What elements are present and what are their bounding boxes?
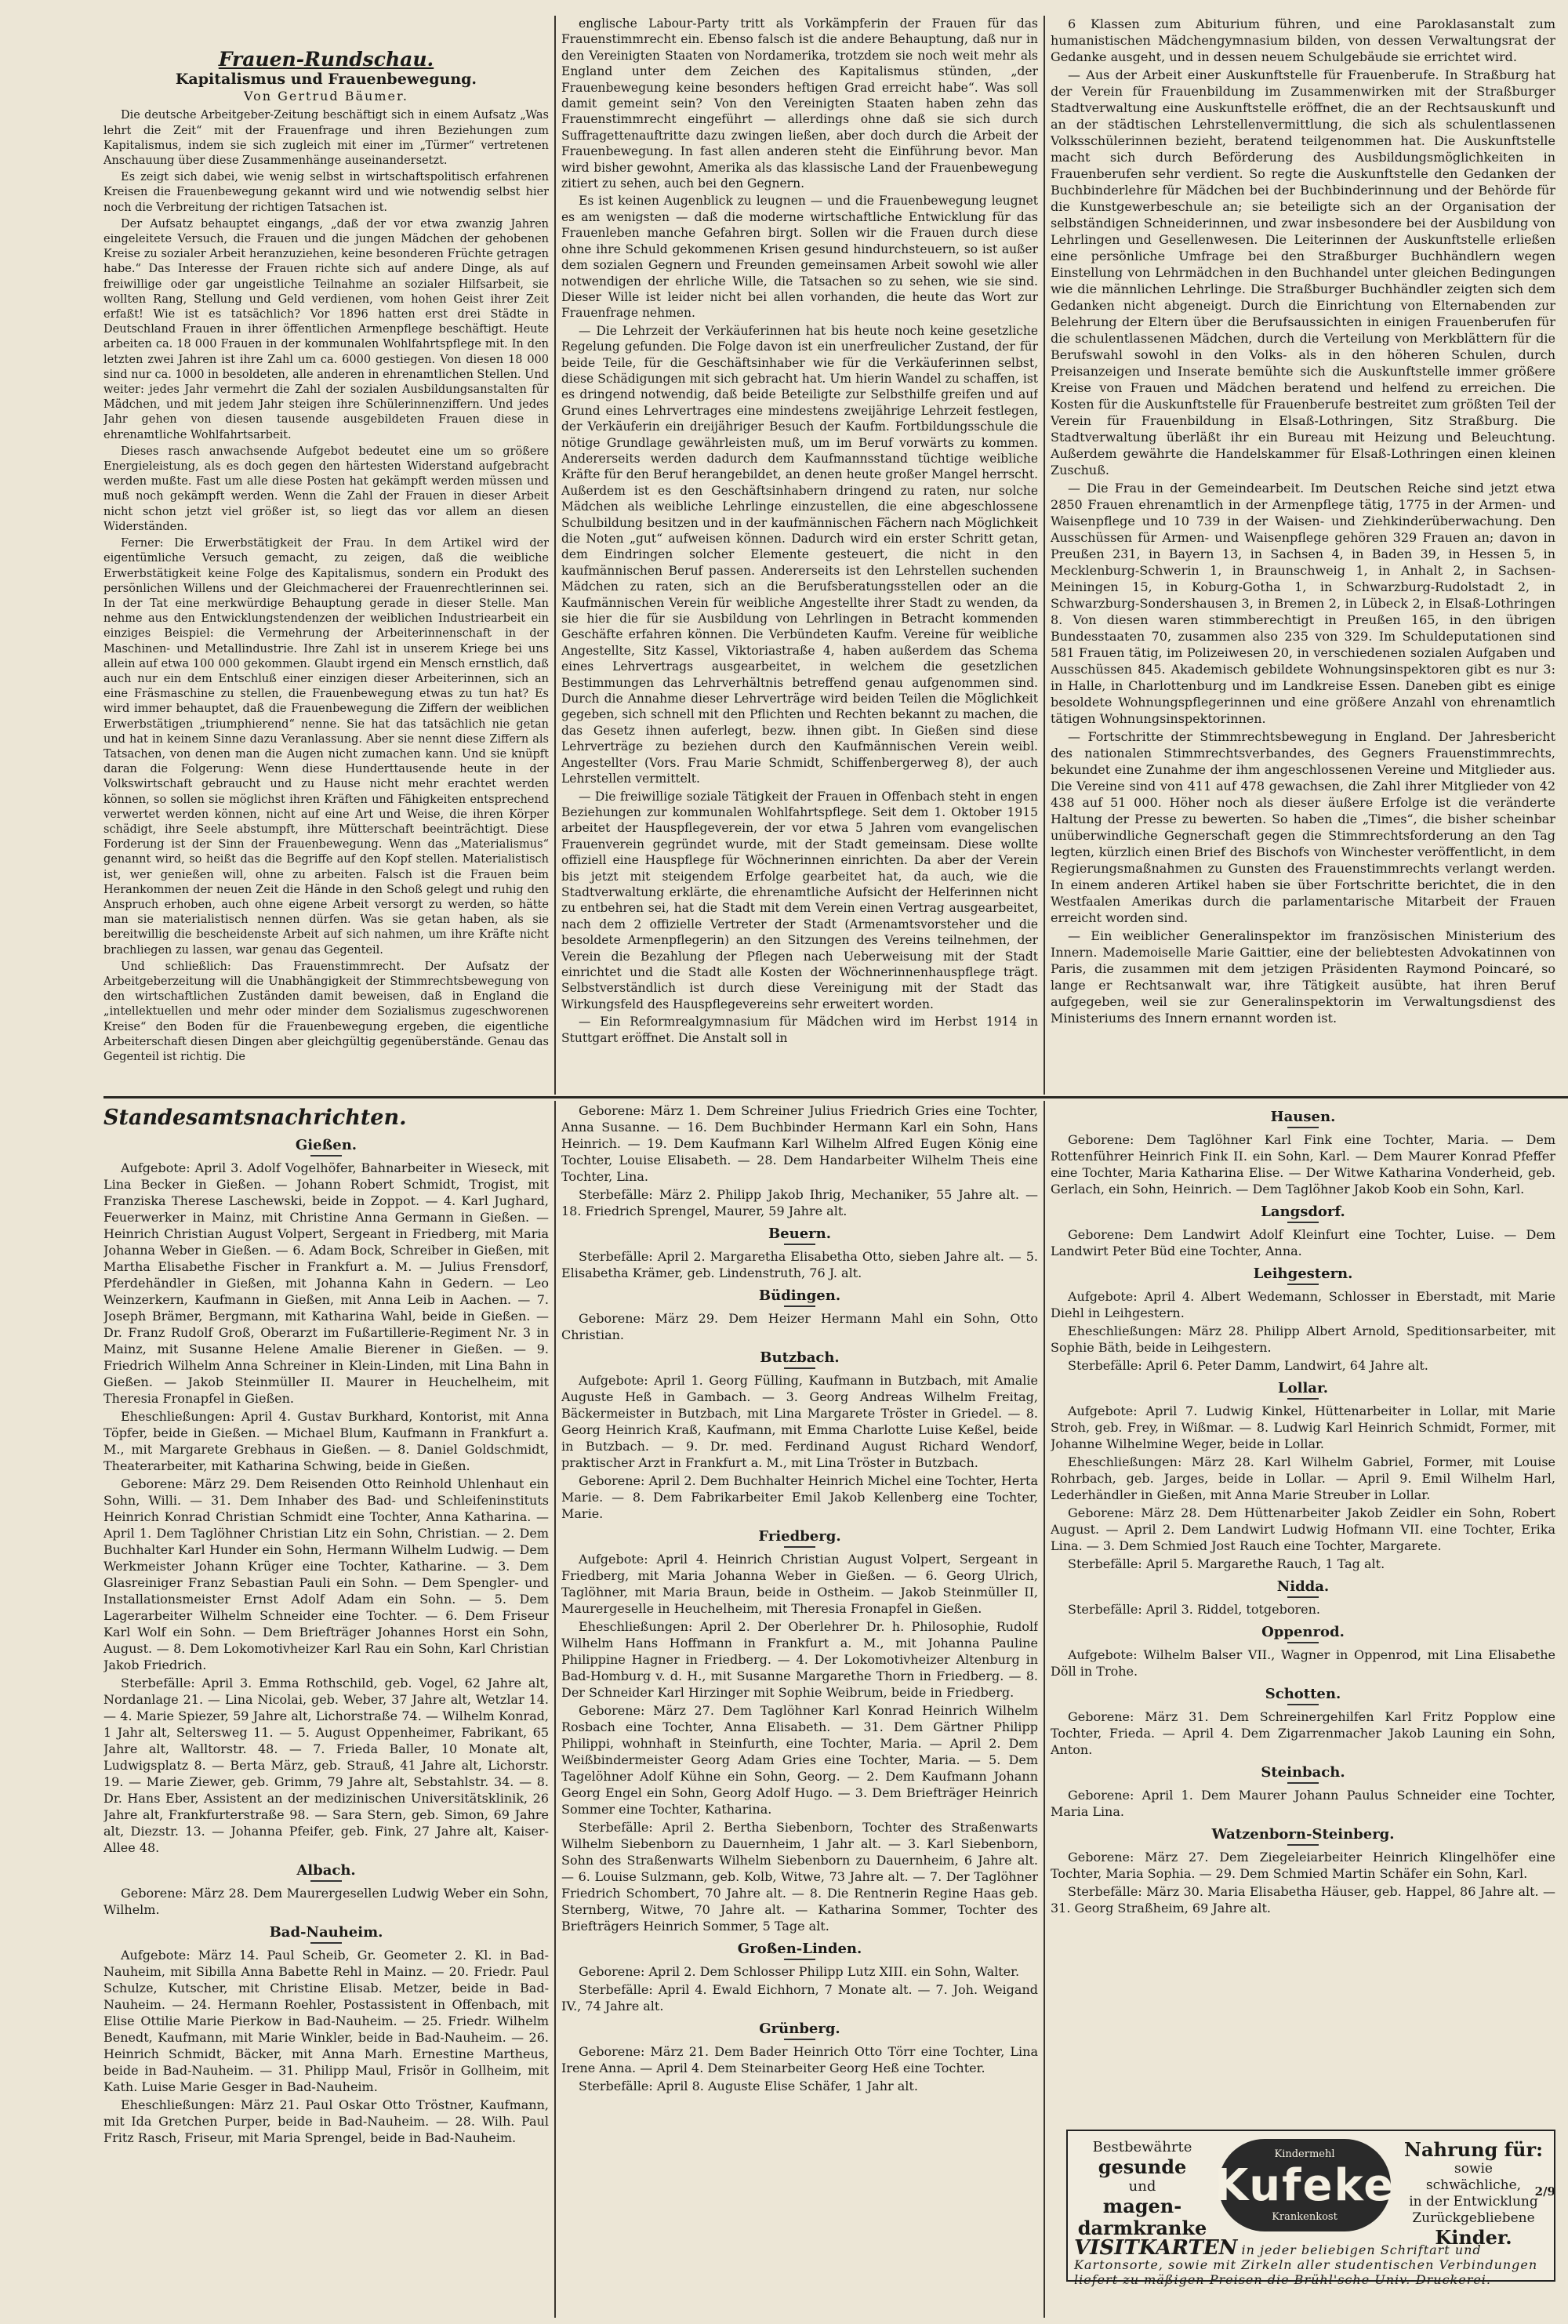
registry-entry: Geborene: April 2. Dem Buchhalter Heinrich Michel eine Tochter, Herta Marie. — 8. Dem Fabrikarbeiter Emil Jakob Kellenberg eine Tochter, Marie. — [561, 1473, 1038, 1521]
civil-registry-list — [1051, 1109, 1555, 1916]
registry-entry: Sterbefälle: April 2. Bertha Siebenborn, Tochter des Straßenwarts Wilhelm Siebenborn zu Dauernheim, 1 Jahr alt. — 3. Karl Siebenborn, Sohn des Straßenwarts Wilhelm Siebenborn zu Dauernheim, 6 Jahre alt. — 6. Louise Sulzmann, geb. Kolb, Witwe, 73 Jahre alt. — 7. Der Taglöhner Friedrich Schombert, 70 Jahre alt. — 8. Die Rentnerin Regine Haas geb. Sternberg, Witwe, 70 Jahre alt. — Katharina Sommer, Tochter des Briefträgers Heinrich Sommer, 5 Tage alt. — [561, 1820, 1038, 1934]
civil-registry-list — [103, 1137, 549, 2146]
registry-entry: Geborene: April 2. Dem Schlosser Philipp Lutz XIII. ein Sohn, Walter. — [579, 1964, 1020, 1979]
paragraph: — Fortschritte der Stimmrechtsbewegung in England. Der Jahresbericht des nationalen Stimmrechtsverbandes, des Gegners Frauenstimmrechts, bekundet eine Zunahme der ihm angeschlossenen Vereine und Mitglieder aus. Die Vereine sind von 411 auf 478 gewachsen, die Zahl ihrer Mitglieder von 42 438 auf 51 000. Höher noch als dieser äußere Erfolge ist die veränderte Haltung der Presse zu bewerten. So haben die „Times“, die bisher scheinbar unüberwindliche Gegnerschaft gegen die Stimmrechtsforderung an den Tag legten, kürzlich einen Brief des Bischofs von Winchester veröffentlicht, in dem Regierungsmaßnahmen zu Gunsten des Frauenstimmrechts verlangt werden. In einem anderen Artikel haben sie über Fortschritte berichtet, die in den Westfaalen Amerikas durch die parlamentarische Mitarbeit der Frauen erreicht worden sind. — [1051, 729, 1555, 925]
bottom-column-1 — [103, 1102, 549, 2318]
registry-entry: Sterbefälle: April 3. Riddel, totgeboren. — [1068, 1602, 1320, 1617]
town-heading: Friedberg. — [561, 1528, 1038, 1548]
ad-text: gesunde — [1098, 2155, 1187, 2178]
registry-entry: Geborene: März 28. Dem Maurergesellen Ludwig Weber ein Sohn, Wilhelm. — [103, 1886, 549, 1917]
registry-entry: Geborene: März 29. Dem Heizer Hermann Mahl ein Sohn, Otto Christian. — [561, 1311, 1038, 1342]
town-heading: Langsdorf. — [1051, 1204, 1555, 1223]
ad-text: Kinder. — [1435, 2226, 1512, 2249]
paragraph: — Ein weiblicher Generalinspektor im französischen Ministerium des Innern. Mademoiselle Marie Gaittier, eine der beliebtesten Advokatinnen von Paris, die zusammen mit dem jetzigen Präsidenten Raymond Poincaré, so lange er Rechtsanwalt war, ihre Tätigkeit ausübte, hat ihren Beruf aufgegeben, weil sie zur Generalinspektorin im Verwaltungsdienst des Ministeriums des Innern ernannt worden ist. — [1051, 928, 1555, 1026]
town-heading: Watzenborn-Steinberg. — [1051, 1826, 1555, 1846]
registry-entry: Eheschließungen: April 4. Gustav Burkhard, Kontorist, mit Anna Töpfer, beide in Gießen. — Michael Blum, Kaufmann in Frankfurt a. M., mit Margarete Grebhaus in Gießen. — 8. Daniel Goldschmidt, Theaterarbeiter, mit Katharina Schwing, beide in Gießen. — [103, 1409, 549, 1473]
registry-entry: Aufgebote: März 14. Paul Scheib, Gr. Geometer 2. Kl. in Bad-Nauheim, mit Sibilla Anna Babette Rehl in Mainz. — 20. Friedr. Paul Schulze, Kutscher, mit Christine Elisab. Metzer, beide in Bad-Nauheim. — 24. Hermann Roehler, Postassistent in Offenbach, mit Elise Ottilie Marie Pierkow in Bad-Nauheim. — 25. Friedr. Wilhelm Benedt, Kaufmann, mit Marie Winkler, beide in Bad-Nauheim. — 26. Heinrich Schmidt, Bäcker, mit Anna Marh. Ernestine Martheus, beide in Bad-Nauheim. — 31. Philipp Maul, Frisör in Gollheim, mit Kath. Luise Marie Gesger in Bad-Nauheim. — [103, 1948, 549, 2094]
registry-entry: Geborene: März 27. Dem Ziegeleiarbeiter Heinrich Klingelhöfer eine Tochter, Maria Sophia. — 29. Dem Schmied Martin Schäfer ein Sohn, Karl. — [1051, 1850, 1555, 1881]
paragraph: Die deutsche Arbeitgeber-Zeitung beschäftigt sich in einem Aufsatz „Was lehrt die Zeit“ mit der Frauenfrage und ihren Beziehungen zum Kapitalismus, indem sie sich zugleich mit einer im „Türmer“ vertretenen Anschauung über diese Zusammenhänge auseinandersetzt. — [103, 109, 549, 168]
ad-text: schwächliche, — [1425, 2177, 1522, 2193]
top-column-3 — [1051, 16, 1555, 1091]
registry-entry: Aufgebote: April 7. Ludwig Kinkel, Hüttenarbeiter in Lollar, mit Marie Stroh, geb. Frey, in Wißmar. — 8. Ludwig Karl Heinrich Schmidt, Former, mit Johanne Wilhelmine Weger, beide in Lollar. — [1051, 1403, 1555, 1451]
registry-entry: Geborene: März 21. Dem Bader Heinrich Otto Törr eine Tochter, Lina Irene Anna. — April 4. Dem Steinarbeiter Georg Heß eine Tochter. — [561, 2044, 1038, 2075]
registry-entry: Eheschließungen: März 21. Paul Oskar Otto Tröstner, Kaufmann, mit Ida Gretchen Purper, beide in Bad-Nauheim. — 28. Wilh. Paul Fritz Rasch, Friseur, mit Maria Sprengel, beide in Bad-Nauheim. — [103, 2097, 549, 2145]
town-heading: Oppenrod. — [1051, 1624, 1555, 1643]
civil-registry-list — [561, 1102, 1038, 2094]
paragraph: 6 Klassen zum Abiturium führen, und eine Paroklasanstalt zum humanistischen Mädchengymnasium bilden, von dessen Verwaltungsrat der Gedanke ausgeht, und in dessen neuem Schulgebäude sie errichtet wird. — [1051, 16, 1555, 64]
ad-text: in der Entwicklung — [1409, 2194, 1538, 2210]
paragraph: Dieses rasch anwachsende Aufgebot bedeutet eine um so größere Energieleistung, als es doch gegen den härtesten Widerstand aufgebracht werden mußte. Fast um alle diese Posten hat gekämpft werden müssen und muß noch gekämpft werden. Wenn die Zahl der Frauen in dieser Arbeit nicht schon jetzt viel größer ist, so liegt das vor allem an diesen Widerständen. — [103, 445, 549, 533]
registry-entry: Eheschließungen: März 28. Philipp Albert Arnold, Speditionsarbeiter, mit Sophie Bäth, beide in Leihgestern. — [1051, 1324, 1555, 1355]
visitkarten-title: VISITKARTEN — [1074, 2236, 1238, 2260]
registry-entry: Geborene: März 29. Dem Reisenden Otto Reinhold Uhlenhaut ein Sohn, Willi. — 31. Dem Inhaber des Bad- und Schleifeninstituts Heinrich Konrad Christian Schmidt eine Tochter, Anna Katharina. — April 1. Dem Taglöhner Christian Litz ein Sohn, Christian. — 2. Dem Buchhalter Karl Hunder ein Sohn, Hermann Wilhelm Ludwig. — Dem Werkmeister Johann Krüger eine Tochter, Katharine. — 3. Dem Glasreiniger Franz Sebastian Pauli ein Sohn. — Dem Spengler- und Installationsmeister Ernst Adolf Adam ein Sohn. — 5. Dem Lagerarbeiter Wilhelm Schneider eine Tochter. — 6. Dem Friseur Karl Wolf ein Sohn. — Dem Briefträger Johannes Horst ein Sohn, August. — 8. Dem Lokomotivheizer Karl Rau ein Sohn, Karl Christian Jakob Friedrich. — [103, 1476, 549, 1672]
paragraph: Es ist keinen Augenblick zu leugnen — und die Frauenbewegung leugnet es am wenigsten — daß die moderne wirtschaftliche Entwicklung für das Frauenleben manche Gefahren birgt. Sollen wir die Frauen durch diese ohne ihre Schuld gekommenen Krisen gesund hindurchsteuern, so ist außer dem sozialen Gegnern und Freunden gemeinsamen Arbeit sowohl wie aller notwendigen der ehrliche Wille, die Tatsachen so zu sehen, wie sie sind. Dieser Wille ist leider nicht bei allen vorhanden, die heute das Wort zur Frauenfrage nehmen. — [561, 194, 1038, 321]
registry-entry: Eheschließungen: April 2. Der Oberlehrer Dr. h. Philosophie, Rudolf Wilhelm Hans Hoffmann in Frankfurt a. M., mit Johanna Pauline Philippine Hagner in Friedberg. — 4. Der Lokomotivheizer Altenburg in Bad-Homburg v. d. H., mit Susanne Margarethe Thorn in Friedberg. — 8. Der Schneider Karl Hirzinger mit Sophie Weibrum, beide in Friedberg. — [561, 1619, 1038, 1700]
town-heading: Albach. — [103, 1862, 549, 1882]
ad-side-mark: 2/9 — [1534, 2184, 1555, 2199]
top-column-2 — [561, 16, 1038, 1091]
ad-text: magen- — [1102, 2195, 1182, 2217]
bottom-column-2 — [561, 1102, 1038, 2318]
registry-entry: Sterbefälle: März 2. Philipp Jakob Ihrig, Mechaniker, 55 Jahre alt. — 18. Friedrich Sprengel, Maurer, 59 Jahre alt. — [561, 1187, 1038, 1218]
registry-entry: Aufgebote: April 4. Albert Wedemann, Schlosser in Eberstadt, mit Marie Diehl in Leihgestern. — [1051, 1289, 1555, 1320]
column-divider — [1044, 16, 1045, 1095]
paragraph: — Ein Reformrealgymnasium für Mädchen wird im Herbst 1914 in Stuttgart eröffnet. Die Anstalt soll in — [561, 1015, 1038, 1045]
ad-text: Bestbewährte — [1092, 2139, 1192, 2155]
top-column-1 — [103, 44, 549, 1091]
registry-entry: Sterbefälle: April 4. Ewald Eichhorn, 7 Monate alt. — 7. Joh. Weigand IV., 74 Jahre alt. — [561, 1982, 1038, 2014]
town-heading: Büdingen. — [561, 1287, 1038, 1307]
ad-left-text — [1076, 2139, 1209, 2239]
registry-entry: Geborene: März 31. Dem Schreinergehilfen Karl Fritz Popplow eine Tochter, Frieda. — April 4. Dem Zigarrenmacher Jakob Launing ein Sohn, Anton. — [1051, 1709, 1555, 1757]
logo-bottom-text: Krankenkost — [1272, 2210, 1338, 2223]
paragraph: Und schließlich: Das Frauenstimmrecht. Der Aufsatz der Arbeitgeberzeitung will die Unabhängigkeit der Stimmrechtsbewegung von den wirtschaftlichen Zuständen damit beweisen, daß in England die „intellektuellen und mehr oder minder dem Sozialismus zugeschworenen Kreise“ den Boden für die Frauenbewegung ergeben, die eigentliche Arbeiterschaft diesen Dingen aber gleichgültig gegenüberstände. Genau das Gegenteil ist richtig. Die — [103, 960, 549, 1063]
ad-text: sowie — [1454, 2161, 1493, 2177]
registry-entry: Geborene: Dem Taglöhner Karl Fink eine Tochter, Maria. — Dem Rottenführer Heinrich Fink II. ein Sohn, Karl. — Dem Maurer Konrad Pfeffer eine Tochter, Maria Katharina Elise. — Der Witwe Katharina Vonderheid, geb. Gerlach, ein Sohn, Heinrich. — Dem Taglöhner Jakob Koob ein Sohn, Karl. — [1051, 1132, 1555, 1196]
article-body — [103, 108, 549, 1065]
town-heading: Hausen. — [1051, 1109, 1555, 1128]
registry-entry: Aufgebote: April 3. Adolf Vogelhöfer, Bahnarbeiter in Wieseck, mit Lina Becker in Gießen. — Johann Robert Schmidt, Trogist, mit Franziska Therese Laschewski, beide in Zoppot. — 4. Karl Jughard, Feuerwerker in Mainz, mit Christine Anna Germann in Gießen. — Heinrich Christian August Volpert, Sergeant in Friedberg, mit Maria Johanna Weber in Gießen. — 6. Adam Bock, Schreiber in Gießen, mit Martha Elisabethe Fischer in Frankfurt a. M. — Julius Frensdorf, Pferdehändler in Gießen, mit Johanna Kahn in Gedern. — Leo Weinzerkern, Kaufmann in Gießen, mit Anna Leib in Aachen. — 7. Joseph Brämer, Bergmann, mit Katharina Wahl, beide in Gießen. — Dr. Franz Rudolf Groß, Oberarzt im Fußartillerie-Regiment Nr. 3 in Mainz, mit Susanne Helene Amalie Bierener in Gießen. — 9. Friedrich Wilhelm Anna Schreiner in Klein-Linden, mit Lina Bahn in Gießen. — Jakob Steinmüller II. Maurer in Heuchelheim, mit Theresia Fronapfel in Gießen. — [103, 1160, 549, 1406]
visitkarten-text: in jeder beliebigen Schriftart und Kartonsorte, sowie mit Zirkeln aller studentischen Verbindungen liefert zu mäßigen Preisen die Brühl'sche Univ.-Druckerei. — [1074, 2242, 1538, 2287]
town-heading: Leihgestern. — [1051, 1265, 1555, 1285]
paragraph: — Die freiwillige soziale Tätigkeit der Frauen in Offenbach steht in engen Beziehungen zur kommunalen Wohlfahrtspflege. Seit dem 1. Oktober 1915 arbeitet der Hauspflegeverein, der vor etwa 5 Jahren vom evangelischen Frauenverein gegründet wurde, mit der Stadt gemeinsam. Diese wollte offiziell eine Hauspflege für Wöchnerinnen einrichten. Da aber der Verein bis jetzt mit steigendem Erfolge gearbeitet hat, da auch, wie die Stadtverwaltung erklärte, die ehrenamtliche Aufsicht der Helferinnen nicht zu entbehren sei, hat die Stadt mit dem Verein einen Vertrag ausgearbeitet, nach dem 2 offizielle Vertreter der Stadt (Armenamtsvorsteher und die besoldete Armenpflegerin) an den Sitzungen des Vereins teilnehmen, der Verein die Bezahlung der Pflegen nach Ueberweisung mit der Stadt einrichtet und die Stadt alle Kosten der Wöchnerinnenhauspflege trägt. Selbstverständlich ist durch diese Vereinigung mit der Stadt das Wirkungsfeld des Hauspflegevereins sehr erweitert worden. — [561, 789, 1038, 1011]
registry-entry: Geborene: April 1. Dem Maurer Johann Paulus Schneider eine Tochter, Maria Lina. — [1051, 1788, 1555, 1819]
column-divider — [554, 1101, 556, 2318]
registry-entry: Aufgebote: April 1. Georg Fülling, Kaufmann in Butzbach, mit Amalie Auguste Heß in Gambach. — 3. Georg Andreas Wilhelm Freitag, Bäckermeister in Butzbach, mit Lina Margarete Tröster in Griedel. — 8. Georg Heinrich Kraß, Kaufmann, mit Emma Charlotte Luise Keßel, beide in Butzbach. — 9. Dr. med. Ferdinand August Richard Wendorf, praktischer Arzt in Frankfurt a. M., mit Lina Tröster in Butzbach. — [561, 1373, 1038, 1470]
town-heading: Großen-Linden. — [561, 1941, 1038, 1960]
paragraph: — Die Frau in der Gemeindearbeit. Im Deutschen Reiche sind jetzt etwa 2850 Frauen ehrenamtlich in der Armenpflege tätig, 1775 in der Armen- und Waisenpflege und 10 739 in der Waisen- und Ziehkinderüberwachung. Den Ausschüssen für Armen- und Waisenpflege gehören 329 Frauen an; davon in Preußen 231, in Bayern 13, in Sachsen 4, in Baden 39, in Hessen 5, in Mecklenburg-Schwerin 1, in Braunschweig 1, in Anhalt 2, in Sachsen-Meiningen 15, in Koburg-Gotha 1, in Schwarzburg-Rudolstadt 2, in Schwarzburg-Sondershausen 3, in Bremen 2, in Lübeck 2, in Elsaß-Lothringen 8. Von diesen waren stimmberechtigt in Preußen 165, in den übrigen Bundesstaaten 70, zusammen also 235 von 329. Im Schuldeputationen sind 581 Frauen tätig, im Polizeiwesen 20, in verschiedenen sozialen Aufgaben und Ausschüssen 845. Akademisch gebildete Wohnungsinspektoren gibt es nur 3: in Halle, in Charlottenburg und im Landkreise Essen. Daneben gibt es einige besoldete Wohnungspflegerinnen und eine größere Anzahl von ehrenamtlich tätigen Wohnungsinspektorinnen. — [1051, 481, 1555, 726]
bottom-column-3 — [1051, 1102, 1555, 2122]
paragraph: englische Labour-Party tritt als Vorkämpferin der Frauen für das Frauenstimmrecht ein. Ebenso falsch ist die andere Behauptung, daß nur in den Vereinigten Staaten von Nordamerika, trotzdem sie noch weit mehr als England unter dem Zeichen des Kapitalismus stünden, „der Frauenbewegung keine besonders heftigen Grad erreicht habe“. Was soll damit gemeint sein? Von den Vereinigten Staaten haben zehn das Frauenstimmrecht eingeführt — allerdings ohne daß sie sich durch Suffragettenauftritte dazu zwingen ließen, aber doch durch die Arbeit der Frauenbewegung. In fast allen anderen steht die Einführung bevor. Man wird bisher gewohnt, Amerika als das klassische Land der Frauenbewegung zitiert zu sehen, auch bei den Gegnern. — [561, 16, 1038, 191]
paragraph: — Die Lehrzeit der Verkäuferinnen hat bis heute noch keine gesetzliche Regelung gefunden. Die Folge davon ist ein unerfreulicher Zustand, der für beide Teile, für die Geschäftsinhaber wie für die Verkäuferinnen selbst, diese Schädigungen mit sich gebracht hat. Um hierin Wandel zu schaffen, ist es dringend notwendig, daß beide Beteiligte zur Selbsthilfe greifen und auf Grund eines Lehrvertrages eine mindestens zweijährige Lehrzeit festlegen, der Verkäuferin ein dreijähriger Besuch der Kaufm. Fortbildungsschule die nötige Grundlage gewährleisten muß, um im Beruf vorwärts zu kommen. Andererseits werden dadurch dem Kaufmannsstand tüchtige weibliche Kräfte für den Beruf herangebildet, an denen heute großer Mangel herrscht. Außerdem ist es den Geschäftsinhabern dringend zu raten, nur solche Mädchen als weibliche Lehrlinge einzustellen, die eine abgeschlossene Schulbildung besitzen und in der kaufmännischen Fächern nach Möglichkeit die Noten „gut“ aufweisen können. Dadurch wird ein erster Schritt getan, dem Eindringen solcher Elemente gesteuert, die nicht in den kaufmännischen Beruf passen. Andererseits ist den Lehrstellen suchenden Mädchen zu raten, sich an die Berufsberatungsstellen oder an die Kaufmännischen Verein für weibliche Angestellte ihrer Stadt zu wenden, da sie hier die für sie Ausbildung von Lehrlingen in Betracht kommenden Geschäfte erfahren können. Die Verbündeten Kaufm. Vereine für weibliche Angestellte, Sitz Kassel, Viktoriastraße 4, haben außerdem das Schema eines Lehrvertrags ausgearbeitet, in welchem die gesetzlichen Bestimmungen das Lehrverhältnis betreffend genau aufgenommen sind. Durch die Annahme dieser Lehrverträge wird beiden Teilen die Möglichkeit gegeben, sich schnell mit den Pflichten und Rechten bekannt zu machen, die das Gesetz ihnen auferlegt, bezw. ihnen gibt. In Gießen sind diese Lehrverträge zu beziehen durch den Kaufmännischen Verein weibl. Angestellter (Vors. Frau Marie Schmidt, Schiffenbergerweg 8), der auch Lehrstellen vermittelt. — [561, 323, 1038, 786]
logo-top-text: Kindermehl — [1274, 2148, 1335, 2160]
registry-entry: Geborene: März 27. Dem Taglöhner Karl Konrad Heinrich Wilhelm Rosbach eine Tochter, Anna Elisabeth. — 31. Dem Gärtner Philipp Philippi, wohnhaft in Steinfurth, eine Tochter, Maria. — April 2. Dem Weißbindermeister Georg Adam Gries eine Tochter, Maria. — 5. Dem Tagelöhner Adolf Kühne ein Sohn, Georg. — 2. Dem Kaufmann Johann Georg Engel ein Sohn, Georg Adolf Hugo. — 3. Dem Briefträger Heinrich Sommer eine Tochter, Katharina. — [561, 1703, 1038, 1817]
town-heading: Gießen. — [103, 1137, 549, 1157]
registry-entry: Eheschließungen: März 28. Karl Wilhelm Gabriel, Former, mit Louise Rohrbach, geb. Jarges, beide in Lollar. — April 9. Emil Wilhelm Harl, Lederhändler in Gießen, mit Anna Marie Streuber in Lollar. — [1051, 1454, 1555, 1502]
column-divider — [554, 16, 556, 1095]
registry-entry: Geborene: März 28. Dem Hüttenarbeiter Jakob Zeidler ein Sohn, Robert August. — April 2. Dem Landwirt Ludwig Hofmann VII. eine Tochter, Erika Lina. — 3. Dem Schmied Jost Rauch eine Tochter, Margarete. — [1051, 1505, 1555, 1553]
town-heading: Nidda. — [1051, 1578, 1555, 1598]
registry-entry: Sterbefälle: April 6. Peter Damm, Landwirt, 64 Jahre alt. — [1068, 1358, 1428, 1373]
registry-entry: Sterbefälle: März 30. Maria Elisabetha Häuser, geb. Happel, 86 Jahre alt. — 31. Georg Straßheim, 69 Jahre alt. — [1051, 1884, 1555, 1915]
registry-entry: Geborene: Dem Landwirt Adolf Kleinfurt eine Tochter, Luise. — Dem Landwirt Peter Büd eine Tochter, Anna. — [1051, 1227, 1555, 1258]
paragraph: Es zeigt sich dabei, wie wenig selbst in wirtschaftspolitisch erfahrenen Kreisen die Frauenbewegung gekannt wird und wie notwendig selbst hier noch die Verbreitung der richtigen Tatsachen ist. — [103, 171, 549, 214]
registry-entry: Aufgebote: Wilhelm Balser VII., Wagner in Oppenrod, mit Lina Elisabethe Döll in Trohe. — [1051, 1647, 1555, 1679]
registry-entry: Geborene: März 1. Dem Schreiner Julius Friedrich Gries eine Tochter, Anna Susanne. — 16. Dem Buchbinder Hermann Karl ein Sohn, Hans Heinrich. — 19. Dem Kaufmann Karl Wilhelm Alfred Eugen König eine Tochter, Louise Elisabeth. — 28. Dem Handarbeiter Wilhelm Theis eine Tochter, Lina. — [561, 1103, 1038, 1184]
frauen-rundschau-title: Frauen-Rundschau. — [218, 48, 434, 71]
paragraph: — Aus der Arbeit einer Auskunftstelle für Frauenberufe. In Straßburg hat der Verein für Frauenbildung im Zusammenwirken mit der Straßburger Stadtverwaltung eine Auskunftstelle eröffnet, die an der Rechtsauskunft und an der städtischen Lehrstellenvermittlung, die sich als schulentlassenen Volksschülerinnen bezieht, beratend teilgenommen hat. Die Auskunftstelle macht sich durch Beförderung des Ausbildungsmöglichkeiten in Frauenberufen sehr verdient. So regte die Auskunftstelle den Gedanken der Buchbinderlehre für Mädchen bei der Buchbinderinnung und der Behörde für die Kunstgewerbeschule an; sie beteiligte sich an der Organisation der selbständigen Schneiderinnen, und zwar insbesondere bei der Ausbildung von Lehrlingen und Gesellenwesen. Die Leiterinnen der Auskunftstelle erließen eine persönliche Umfrage bei den Straßburger Buchhändlern wegen Einstellung von Lehrmädchen in den Buchhandel unter gleichen Bedingungen wie die männlichen Lehrlinge. Die Straßburger Buchhändler zeigten sich dem Gedanken nicht abgeneigt. Durch die Einrichtung von Elternabenden zur Belehrung der Eltern über die Berufsaussichten in einigen Frauenberufen für die schulentlassenen Mädchen, durch die Verteilung von Merkblättern für die Berufswahl sowohl in den Volks- als in den höheren Schulen, durch Preisanzeigen und Inserate bemühte sich die Auskunftstelle immer größere Kreise von Frauen und Mädchen beratend und helfend zu erreichen. Die Kosten für die Auskunftstelle für Frauenberufe bestreitet zum größten Teil der Verein für Frauenbildung in Elsaß-Lothringen, Sitz Straßburg. Die Stadtverwaltung überläßt ihr ein Bureau mit Heizung und Beleuchtung. Außerdem gewährte die Handelskammer für Elsaß-Lothringen einen kleinen Zuschuß. — [1051, 67, 1555, 478]
section-divider — [103, 1096, 1568, 1098]
town-heading: Bad-Nauheim. — [103, 1924, 549, 1944]
standesamt-title: Standesamtsnachrichten. — [103, 1106, 407, 1130]
article-author: Von Gertrud Bäumer. — [244, 89, 408, 104]
ad-text: darmkranke — [1077, 2217, 1207, 2239]
kufeke-logo — [1214, 2139, 1396, 2231]
ad-text: Nahrung für: — [1404, 2138, 1543, 2161]
ad-text: Zurückgebliebene — [1412, 2210, 1535, 2226]
kufeke-advertisement — [1066, 2130, 1555, 2287]
logo-brand: Kufeke — [1214, 2159, 1396, 2211]
paragraph: Der Aufsatz behauptet eingangs, „daß der vor etwa zwanzig Jahren eingeleitete Versuch, die Frauen und die jungen Mädchen der gehobenen Kreise zu sozialer Arbeit heranzuziehen, keine besonderen Früchte getragen habe.“ Das Interesse der Frauen richte sich auf andere Dinge, als auf freiwillige oder gar ungeistliche Teilnahme an sozialer Hilfsarbeit, sie wollten Rang, Stellung und Geld verdienen, vom hohen Geist ihrer Zeit erfaßt! Wie ist es tatsächlich? Vor 1896 hatten erst drei Städte in Deutschland Frauen in ihrer öffentlichen Armenpflege beschäftigt. Heute arbeiten ca. 18 000 Frauen in der kommunalen Wohlfahrtspflege mit. In den letzten zwei Jahren ist ihre Zahl um ca. 6000 gestiegen. Von diesen 18 000 sind nur ca. 1000 in besoldeten, alle anderen in ehrenamtlichen Stellen. Und weiter: jedes Jahr vermehrt die Zahl der sozialen Ausbildungsanstalten für Mädchen, und mit jedem Jahr steigen ihre Schülerinnenziffern. Und jedes Jahr gehen von diesen tausende ausgebildeten Frauen diese in ehrenamtliche Wohlfahrtsarbeit. — [103, 217, 549, 441]
ad-text: und — [1128, 2178, 1156, 2195]
town-heading: Schotten. — [1051, 1686, 1555, 1705]
registry-entry: Sterbefälle: April 5. Margarethe Rauch, 1 Tag alt. — [1068, 1556, 1385, 1571]
article-headline: Kapitalismus und Frauenbewegung. — [175, 71, 477, 88]
registry-entry: Sterbefälle: April 3. Emma Rothschild, geb. Vogel, 62 Jahre alt, Nordanlage 21. — Lina Nicolai, geb. Weber, 37 Jahre alt, Wetzlar 14. — 4. Marie Spiezer, 59 Jahre alt, Lichorstraße 74. — Wilhelm Konrad, 1 Jahr alt, Seltersweg 11. — 5. August Oppenheimer, Fabrikant, 65 Jahre alt, Walltorstr. 48. — 7. Frieda Baller, 10 Monate alt, Ludwigsplatz 8. — Berta März, geb. Strauß, 41 Jahre alt, Lichorstr. 19. — Marie Ziewer, geb. Grimm, 79 Jahre alt, Sebstahlstr. 34. — 8. Dr. Hans Eber, Assistent an der medizinischen Universitätsklinik, 26 Jahre alt, Frankfurterstraße 98. — Sara Stern, geb. Simon, 69 Jahre alt, Diezstr. 13. — Johanna Pfeifer, geb. Fink, 27 Jahre alt, Kaiser-Allee 48. — [103, 1676, 549, 1855]
ad-right-text — [1401, 2139, 1546, 2249]
registry-entry: Sterbefälle: April 2. Margaretha Elisabetha Otto, sieben Jahre alt. — 5. Elisabetha Krämer, geb. Lindenstruth, 76 J. alt. — [561, 1249, 1038, 1280]
town-heading: Butzbach. — [561, 1349, 1038, 1369]
registry-entry: Aufgebote: April 4. Heinrich Christian August Volpert, Sergeant in Friedberg, mit Maria Johanna Weber in Gießen. — 6. Georg Ulrich, Taglöhner, mit Maria Braun, beide in Ostheim. — Jakob Steinmüller II, Maurergeselle in Heuchelheim, mit Theresia Fronapfel in Gießen. — [561, 1552, 1038, 1616]
town-heading: Lollar. — [1051, 1380, 1555, 1400]
registry-entry: Sterbefälle: April 8. Auguste Elise Schäfer, 1 Jahr alt. — [579, 2079, 918, 2093]
column-divider — [1044, 1101, 1045, 2318]
town-heading: Beuern. — [561, 1226, 1038, 1245]
paragraph: Ferner: Die Erwerbstätigkeit der Frau. In dem Artikel wird der eigentümliche Versuch gemacht, zu zeigen, daß die weibliche Erwerbstätigkeit keine Folge des Kapitalismus, sondern ein Produkt des persönlichen Willens und der Gleichmacherei der Frauenrechtlerinnen sei. In der Tat eine merkwürdige Behauptung gerade in dieser Stelle. Man nehme aus den Entwicklungstendenzen der weiblichen Industriearbeit ein einziges Beispiel: die Vermehrung der Arbeiterinnenschaft in der Maschinen- und Metallindustrie. Ihre Zahl ist in unserem Kriege bei uns allein auf etwa 100 000 gekommen. Glaubt irgend ein Mensch ernstlich, daß auch nur ein dem Entschluß einer einzigen dieser Arbeiterinnen, sich an eine Fräsmaschine zu stellen, die Frauenbewegung etwas zu tun hat? Es wird immer behauptet, daß die Frauenbewegung die Ziffern der weiblichen Erwerbstätigen „triumphierend“ nenne. Sie hat das tatsächlich nie getan und hat in keinem Sinne dazu Veranlassung. Aber sie nennt diese Ziffern als Tatsachen, von denen man die Augen nicht zumachen kann. Und sie knüpft daran die Folgerung: Wenn diese Hunderttausende heute in der Volkswirtschaft gebraucht und zu Hause nicht mehr erachtet werden können, so sollen sie möglichst ihren Kräften und Fähigkeiten entsprechend verwertet werden können, nicht auf eine Art und Weise, die ihren Körper schädigt, ihre Seele abstumpft, ihre Mütterschaft beeinträchtigt. Diese Forderung ist der Sinn der Frauenbewegung. Wenn das „Materialismus“ genannt wird, so heißt das die Begriffe auf den Kopf stellen. Materialistisch ist, wer genießen will, ohne zu arbeiten. Falsch ist die Frauen beim Herankommen der neuen Zeit die Hände in den Schoß gelegt und ruhig den Anspruch erhoben, auch ohne eigene Arbeit versorgt zu werden, so hätte man sie materialistisch nennen dürfen. Was sie getan haben, als sie bereitwillig die bescheidenste Arbeit auf sich nahmen, um ihre Kräfte nicht brachliegen zu lassen, war genau das Gegenteil. — [103, 537, 549, 957]
town-heading: Grünberg. — [561, 2021, 1038, 2040]
town-heading: Steinbach. — [1051, 1764, 1555, 1784]
